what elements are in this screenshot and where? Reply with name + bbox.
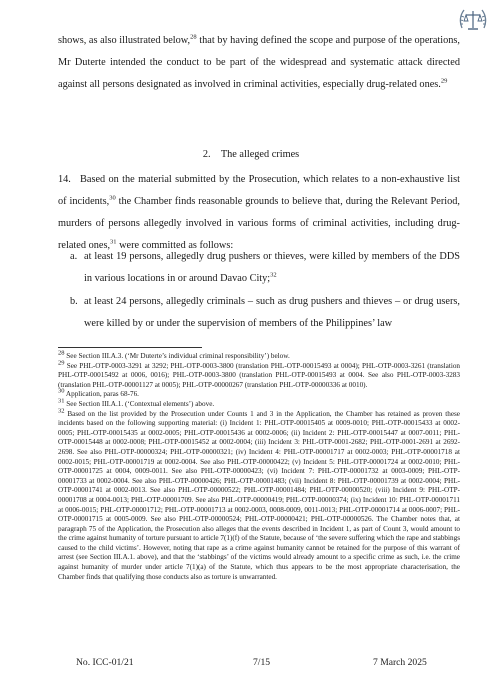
icc-logo-icon xyxy=(456,6,490,34)
footnotes xyxy=(58,349,461,582)
section-heading: 2. The alleged crimes xyxy=(202,149,300,160)
footnote xyxy=(58,397,460,410)
list-item-text: at least 24 persons, allegedly criminals – such as drug pushers and thieves – or drug users, were killed by or under the supervision of members of the Philippines’ law xyxy=(84,296,460,329)
footnote-number: 29 xyxy=(58,359,65,367)
list-item-text: at least 19 persons, allegedly drug pushers or thieves, were killed by members of the DDS in various locations in or around Davao City; xyxy=(84,251,460,284)
footnote-number: 31 xyxy=(58,397,65,405)
footnote-ref[interactable]: 29 xyxy=(440,77,448,85)
list-item-b xyxy=(70,291,460,335)
footnote-divider xyxy=(58,347,202,348)
footnote-ref[interactable]: 31 xyxy=(110,238,117,246)
paragraph-text: Based on the material submitted by the Prosecution, which relates to a non-exhaustive list of incidents, xyxy=(58,174,460,207)
footnote-number: 32 xyxy=(58,407,65,415)
document-date: 7 March 2025 xyxy=(373,657,427,668)
footnote xyxy=(58,387,460,400)
footnote-text: Based on the list provided by the Prosecution under Counts 1 and 3 in the Application, the Chamber has retained as proven these incidents based on the following supporting material: (i) Incident 1: PHL-OTP-00015405 at 0009-0010; PHL-OTP-00015433 at 0002-0005; PHL-OTP-00015435 at 0002-0005; PHL-OTP-00015436 at 0002-0006; (ii) Incident 2: PHL-OTP-00015447 at 0007-0011; PHL-OTP-00015448 at 0002-0008; PHL-OTP-00015452 at 0002-0004; (iii) Incident 3: PHL-OTP-0001-2682; PHL-OTP-0001-2691 at 2692-2698. See also PHL-OTP-00000324; PHL-OTP-00000321; (iv) Incident 4: PHL-OTP-00001717 at 0002-0003; PHL-OTP-00001718 at 0002-0015; PHL-OTP-00001719 at 0002-0004. See also PHL-OTP-00000422; (v) Incident 5: PHL-OTP-00001724 at 0002-0010; PHL-OTP-00001725 at 0004, 0009-0011. See also PHL-OTP-00000423; (vi) Incident 7: PHL-OTP-00001732 at 0003-0009; PHL-OTP-00001733 at 0002-0004. See also PHL-OTP-00000426; PHL-OTP-00001483; (vii) Incident 8: PHL-OTP-00001739 at 0002-0004; PHL-OTP-00001741 at 0002-0013. See also PHL-OTP-00000522; PHL-OTP-00001484; PHL-OTP-00000520; (viii) Incident 9: PHL-OTP-00001708 at 0004-0013; PHL-OTP-00001709. See also PHL-OTP-00000419; PHL-OTP-00000374; (ix) Incident 10: PHL-OTP-00001711 at 0006-0015; PHL-OTP-00001712; PHL-OTP-00001713 at 0002-0003, 0008-0009, 0011-0013; PHL-OTP-00001714 at 0006-0007; PHL-OTP-00001715 at 0005-0009. See also PHL-OTP-00000524; PHL-OTP-00000421; PHL-OTP-00000526. The Chamber notes that, at paragraph 75 of the Application, the Prosecution also alleges that the events described in Incident 1, as part of Count 3, would amount to the crime against humanity of torture pursuant to article 7(1)(f) of the Statute, because of ‘the severe suffering which the rape and stabbings caused to the child victims’. However, noting that rape as a crime against humanity cannot be retained for the purpose of this warrant of arrest (see Section III.A.1. above), and that the ‘stabbings’ of the victims would already amount to a specific crime as such, i.e. the crime against humanity of murder under article 7(1)(a) of the Statute, which thus appears to be the most appropriate characterisation, the Chamber finds that qualifying those conducts also as torture is unwarranted. xyxy=(58,409,460,581)
paragraph-text: the Chamber finds reasonable grounds to believe that, during the Relevant Period, murders of persons allegedly involved in various forms of criminal activities, including drug-related ones, xyxy=(58,196,460,251)
footnote-text: See Section III.A.1. (‘Contextual elements’) above. xyxy=(66,399,215,408)
page-footer xyxy=(0,657,502,671)
footnote-text: See PHL-OTP-0003-3291 at 3292; PHL-OTP-0003-3800 (translation PHL-OTP-00015493 at 0004); PHL-OTP-0003-3261 (translation PHL-OTP-00015492 at 0006, 0016); PHL-OTP-0003-3800 (translation PHL-OTP-00015493 at 0004. See also PHL-OTP-0003-3283 (translation PHL-OTP-00001127 at 0005); PHL-OTP-00000267 (translation PHL-OTP-00000336 at 0010). xyxy=(58,361,461,389)
paragraph-text: were committed as follows: xyxy=(116,240,234,251)
footnote-ref[interactable]: 32 xyxy=(270,271,277,279)
footnote-text: Application, paras 68-76. xyxy=(65,390,139,399)
footnote-ref[interactable]: 30 xyxy=(109,194,116,202)
page-number: 7/15 xyxy=(253,657,271,668)
list-marker: a. xyxy=(70,251,78,262)
footnote xyxy=(58,407,460,583)
list-marker: b. xyxy=(70,296,78,307)
paragraph-number: 14. xyxy=(58,174,71,185)
footnote-ref[interactable]: 28 xyxy=(190,33,197,41)
paragraph-text: that by having defined the scope and purpose of the operations, Mr Duterte intended the conduct to be part of the widespread and systematic attack directed against all persons designated as involved in criminal activities, especially drug-related ones. xyxy=(58,35,460,90)
footnote-number: 28 xyxy=(58,349,65,357)
paragraph-14 xyxy=(58,169,460,257)
footnote-number: 30 xyxy=(58,387,65,395)
footnote-text: See Section III.A.3. (‘Mr Duterte’s individual criminal responsibility’) below. xyxy=(66,352,290,360)
case-number: No. ICC-01/21 xyxy=(76,657,134,668)
footnote xyxy=(58,359,461,391)
footnote xyxy=(58,349,460,362)
list-item-a xyxy=(70,246,460,290)
paragraph-text: shows, as also illustrated below, xyxy=(58,35,191,46)
paragraph-continuation xyxy=(58,30,460,96)
